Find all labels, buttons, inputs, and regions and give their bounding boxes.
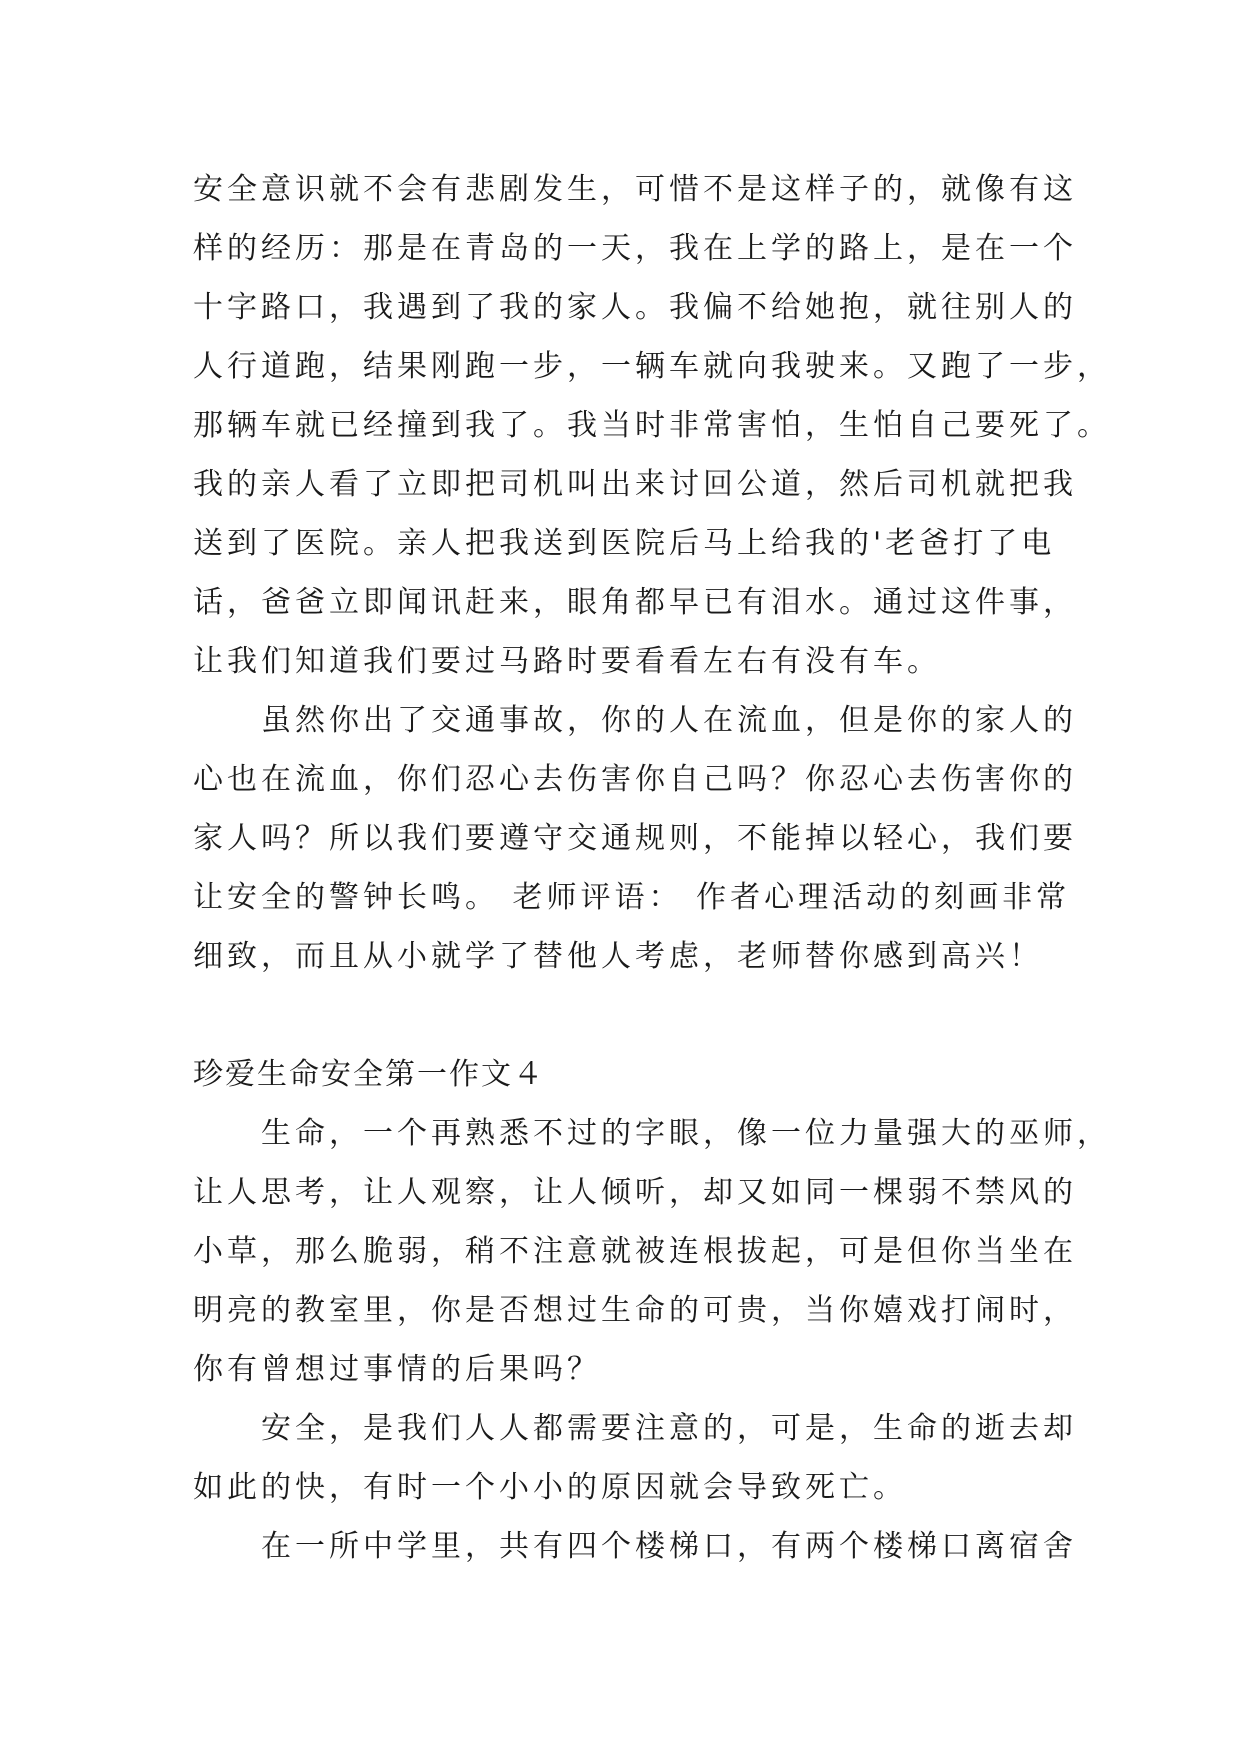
text-line: 那辆车就已经撞到我了。我当时非常害怕，生怕自己要死了。 [193,408,1111,443]
paragraph-3 [193,1104,1111,1399]
paragraph-4 [193,1399,1077,1517]
text-line: 送到了医院。亲人把我送到医院后马上给我的'老爸打了电 [193,526,1056,561]
text-line: 你有曾想过事情的后果吗？ [193,1352,601,1387]
section-heading: 珍爱生命安全第一作文４ [193,1057,545,1092]
document-body [193,160,1111,1576]
text-line: 让安全的警钟长鸣。 老师评语： 作者心理活动的刻画非常 [193,880,1071,915]
text-line: 话，爸爸立即闻讯赶来，眼角都早已有泪水。通过这件事， [193,585,1077,620]
text-line: 如此的快，有时一个小小的原因就会导致死亡。 [193,1470,907,1505]
text-line: 人行道跑，结果刚跑一步，一辆车就向我驶来。又跑了一步， [193,349,1111,384]
text-line: 小草，那么脆弱，稍不注意就被连根拔起，可是但你当坐在 [193,1234,1077,1269]
text-line: 明亮的教室里，你是否想过生命的可贵，当你嬉戏打闹时， [193,1293,1077,1328]
text-line: 样的经历：那是在青岛的一天，我在上学的路上，是在一个 [193,231,1077,266]
text-line: 家人吗？所以我们要遵守交通规则，不能掉以轻心，我们要 [193,821,1077,856]
text-line: 让人思考，让人观察，让人倾听，却又如同一棵弱不禁风的 [193,1175,1077,1210]
text-line: 在一所中学里，共有四个楼梯口，有两个楼梯口离宿舍 [261,1529,1077,1564]
text-line: 虽然你出了交通事故，你的人在流血，但是你的家人的 [261,703,1077,738]
text-line: 让我们知道我们要过马路时要看看左右有没有车。 [193,644,941,679]
text-line: 生命，一个再熟悉不过的字眼，像一位力量强大的巫师， [261,1116,1111,1151]
text-line: 安全意识就不会有悲剧发生，可惜不是这样子的，就像有这 [193,172,1077,207]
text-line: 心也在流血，你们忍心去伤害你自己吗？你忍心去伤害你的 [193,762,1077,797]
paragraph-spacer [193,986,1053,1045]
text-line: 安全，是我们人人都需要注意的，可是，生命的逝去却 [261,1411,1077,1446]
text-line: 细致，而且从小就学了替他人考虑，老师替你感到高兴！ [193,939,1043,974]
text-line: 十字路口，我遇到了我的家人。我偏不给她抱，就往别人的 [193,290,1077,325]
text-line: 我的亲人看了立即把司机叫出来讨回公道，然后司机就把我 [193,467,1077,502]
paragraph-2 [193,691,1077,986]
paragraph-1 [193,160,1111,691]
paragraph-5 [193,1517,1077,1576]
